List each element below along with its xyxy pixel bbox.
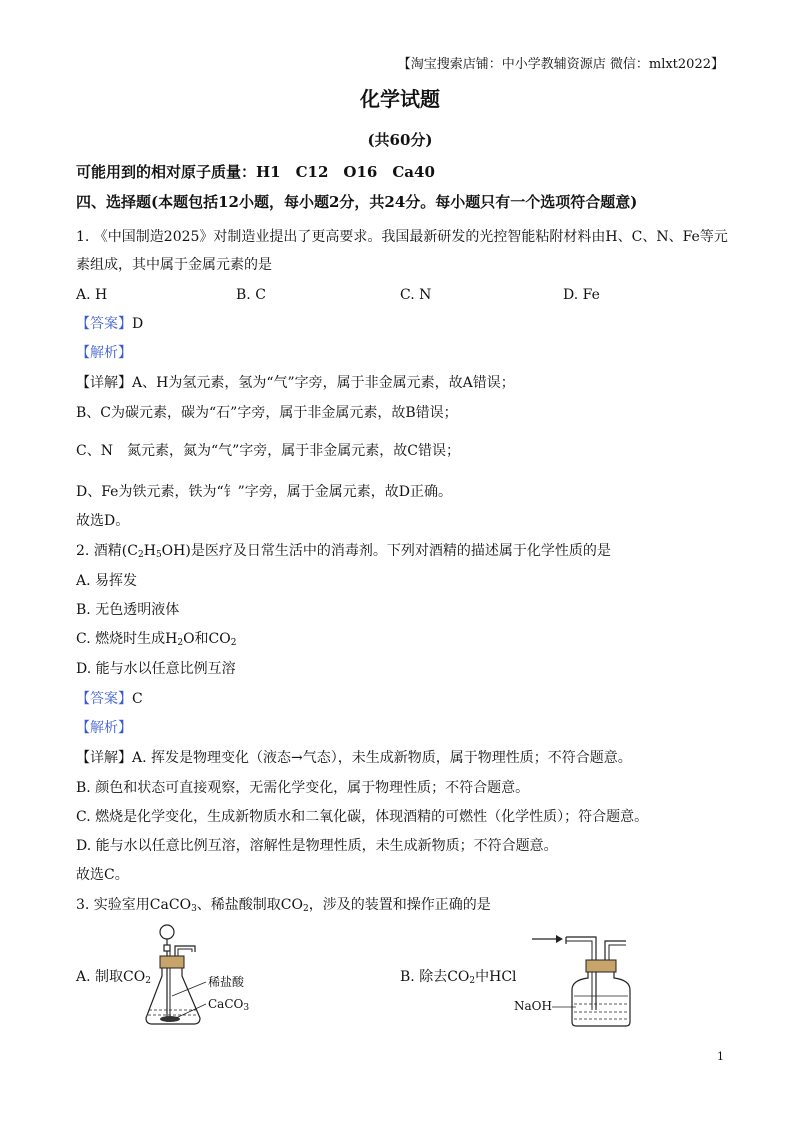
label-naoh: NaOH: [514, 999, 552, 1013]
q2-detail-line3: C. 燃烧是化学变化，生成新物质水和二氧化碳，体现酒精的可燃性（化学性质）；符合题意。: [76, 809, 649, 825]
label-caco3: [208, 997, 249, 1011]
q1-detail-line2: B、C为碳元素，碳为“石”字旁，属于非金属元素，故B错误；: [76, 405, 458, 421]
q2-stem-pre: 2. 酒精(C: [76, 543, 138, 559]
q3-stem-sub1: 3: [191, 904, 197, 914]
q1-conclusion: 故选D。: [76, 513, 130, 529]
q3-option-a-sub: 2: [145, 976, 151, 986]
q1-stem-line1: 1. 《中国制造2025》对制造业提出了更高要求。我国最新研发的光控智能粘附材料由H、C、N、Fe等元: [76, 229, 728, 245]
q3-stem-post: ，涉及的装置和操作正确的是: [308, 897, 491, 913]
q3-stem-mid: 、稀盐酸制取CO: [196, 897, 303, 913]
q3-option-a-pre: A. 制取CO: [76, 969, 146, 985]
q2-detail-line2: B. 颜色和状态可直接观察，无需化学变化，属于物理性质；不符合题意。: [76, 780, 530, 796]
q3-option-b-pre: B. 除去CO: [400, 969, 470, 985]
q2-option-c: [76, 630, 236, 648]
q2-option-c-mid: O和CO: [183, 631, 231, 647]
detail-label: 【详解】: [76, 375, 132, 391]
q1-detail-line1: [76, 374, 515, 392]
q2-stem-post: OH)是医疗及日常生活中的消毒剂。下列对酒精的描述属于化学性质的是: [161, 543, 611, 559]
q2-stem-mid: H: [143, 543, 156, 559]
q2-stem: [76, 542, 611, 560]
q2-option-b: B. 无色透明液体: [76, 602, 180, 618]
gas-washing-bottle-diagram: [530, 930, 640, 1030]
score-total: (共60分): [367, 131, 433, 149]
q2-conclusion: 故选C。: [76, 867, 129, 883]
label-caco3-pre: CaCO: [208, 997, 244, 1011]
q2-option-c-pre: C. 燃烧时生成H: [76, 631, 178, 647]
header-note: 【淘宝搜索店铺：中小学教辅资源店 微信：mlxt2022】: [397, 57, 724, 72]
q2-option-c-sub2: 2: [230, 638, 237, 648]
answer-label: 【答案】: [76, 316, 132, 332]
detail-label: 【详解】: [76, 750, 132, 766]
section-heading: 四、选择题(本题包括12小题，每小题2分，共24分。每小题只有一个选项符合题意): [76, 193, 638, 211]
q1-option-d: D. Fe: [563, 287, 600, 303]
label-caco3-sub: 3: [243, 1003, 250, 1013]
q1-detail-line3: C、N 氮元素，氮为“气”字旁，属于非金属元素，故C错误；: [76, 443, 460, 459]
q1-detail-line4: D、Fe为铁元素，铁为“钅”字旁，属于金属元素，故D正确。: [76, 484, 452, 500]
co2-generator-diagram: [140, 918, 270, 1030]
q2-option-d: D. 能与水以任意比例互溶: [76, 661, 236, 677]
q1-analysis-label: 【解析】: [76, 345, 132, 361]
q1-option-c: C. N: [400, 287, 432, 303]
answer-value: D: [132, 316, 144, 332]
q3-option-b-sub: 2: [469, 976, 476, 986]
q2-option-a: A. 易挥发: [76, 573, 138, 589]
q3-option-b: [400, 968, 517, 986]
detail-text: A、H为氢元素，氢为“气”字旁，属于非金属元素，故A错误；: [132, 375, 515, 391]
page-number: 1: [717, 1050, 724, 1063]
q3-stem-sub2: 2: [303, 904, 309, 914]
q3-stem-pre: 3. 实验室用CaCO: [76, 897, 192, 913]
q2-analysis-label: 【解析】: [76, 720, 132, 736]
answer-label: 【答案】: [76, 691, 132, 707]
q2-detail-line4: D. 能与水以任意比例互溶，溶解性是物理性质，未生成新物质；不符合题意。: [76, 838, 558, 854]
q1-stem-line2: 素组成，其中属于金属元素的是: [76, 257, 272, 273]
q1-option-a: A. H: [76, 287, 108, 303]
detail-text: A. 挥发是物理变化（液态→气态），未生成新物质，属于物理性质；不符合题意。: [132, 750, 632, 766]
q2-option-c-sub1: 2: [177, 638, 184, 648]
q3-option-b-post: 中HCl: [475, 969, 517, 985]
answer-value: C: [132, 691, 143, 707]
page-title: 化学试题: [360, 87, 440, 111]
q2-stem-sub2: 5: [155, 550, 162, 560]
label-dilute-hcl: 稀盐酸: [208, 975, 245, 989]
atomic-masses: 可能用到的相对原子质量：H1 C12 O16 Ca40: [76, 163, 435, 181]
q1-option-b: B. C: [236, 287, 266, 303]
q2-stem-sub1: 2: [137, 550, 144, 560]
q1-answer: [76, 315, 143, 333]
q3-stem: [76, 896, 491, 914]
q2-detail-line1: [76, 749, 632, 767]
q2-answer: [76, 690, 143, 708]
